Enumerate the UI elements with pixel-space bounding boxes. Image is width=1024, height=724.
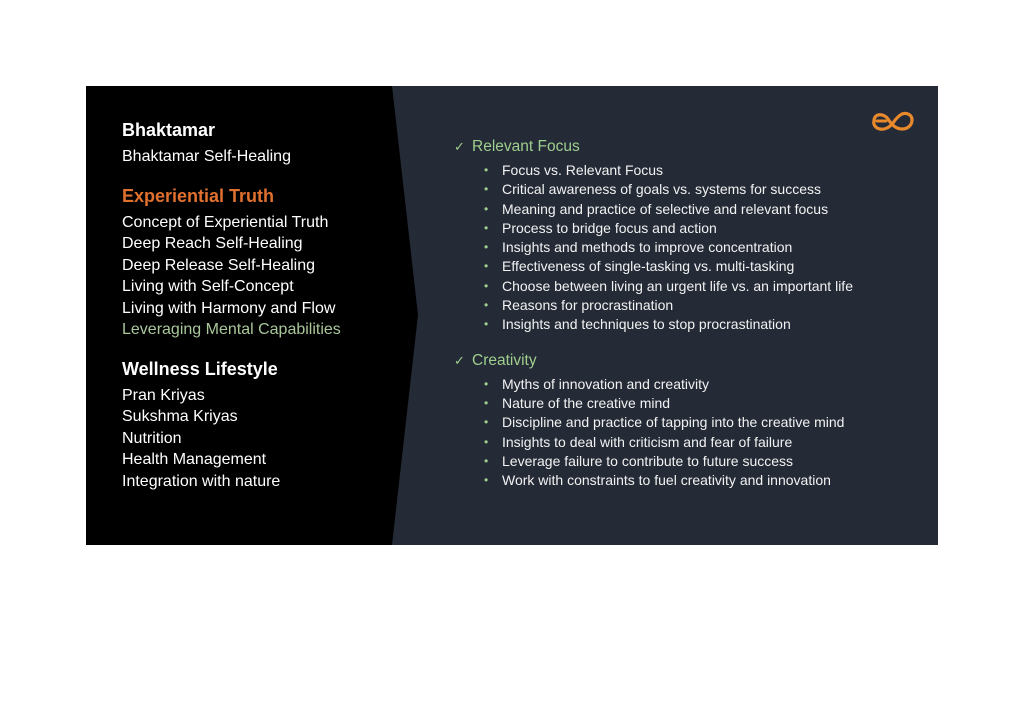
list-item-text: Reasons for procrastination (502, 297, 674, 314)
bullet-dot-icon: • (484, 395, 489, 410)
topic-title-text: Relevant Focus (472, 138, 580, 155)
slide (86, 86, 938, 545)
list-item-text: Myths of innovation and creativity (502, 375, 709, 392)
bullet-dot-icon: • (484, 453, 489, 468)
list-item (484, 375, 924, 394)
list-item (484, 277, 924, 296)
program-item: Health Management (122, 451, 267, 468)
list-item-text: Work with constraints to fuel creativity and innovation (502, 472, 831, 489)
program-item: Nutrition (122, 429, 182, 447)
bullet-dot-icon: • (484, 278, 489, 293)
list-item (484, 180, 924, 199)
program-item: Bhaktamar Self-Healing (122, 148, 291, 165)
right-column (454, 136, 924, 490)
list-item-text: Meaning and practice of selective and relevant focus (502, 200, 829, 217)
list-item (484, 161, 924, 180)
list-item (484, 219, 924, 238)
list-item (484, 200, 924, 219)
topic-title (454, 350, 924, 372)
list-item-text: Effectiveness of single-tasking vs. multi-tasking (502, 258, 795, 275)
section-title: Bhaktamar (122, 120, 216, 140)
section-gap (122, 168, 412, 184)
section-title: Experiential Truth (122, 185, 275, 206)
list-item-text: Insights to deal with criticism and fear of failure (502, 433, 793, 450)
list-item (484, 452, 924, 471)
bullet-dot-icon: • (484, 163, 489, 177)
bullet-dot-icon: • (484, 317, 489, 332)
program-item: Pran Kriyas (122, 386, 205, 404)
list-item-text: Process to bridge focus and action (502, 219, 717, 236)
program-item: Integration with nature (122, 472, 281, 490)
list-item (484, 238, 924, 257)
list-item-text: Choose between living an urgent life vs. an important life (502, 277, 853, 294)
program-item: Sukshma Kriyas (122, 408, 238, 425)
list-item (484, 257, 924, 276)
program-item: Living with Self-Concept (122, 278, 294, 295)
topic-title (454, 136, 924, 158)
bullet-dot-icon: • (484, 376, 489, 391)
list-item (484, 315, 924, 334)
program-item: Living with Harmony and Flow (122, 299, 336, 317)
bullet-dot-icon: • (484, 415, 489, 430)
bullet-dot-icon: • (484, 182, 489, 197)
bullet-dot-icon: • (484, 259, 489, 274)
list-item (484, 296, 924, 315)
bullet-dot-icon: • (484, 298, 489, 313)
bullet-list (454, 161, 924, 335)
program-item: Leveraging Mental Capabilities (122, 321, 341, 338)
list-item-text: Focus vs. Relevant Focus (502, 162, 664, 178)
list-item-text: Nature of the creative mind (502, 394, 671, 411)
check-icon: ✓ (454, 139, 465, 154)
list-item (484, 433, 924, 452)
list-item-text: Insights and methods to improve concentration (502, 239, 793, 256)
bullet-dot-icon: • (484, 434, 489, 449)
bullet-list (454, 375, 924, 491)
bullet-dot-icon: • (484, 240, 489, 255)
topic-title-text: Creativity (472, 351, 537, 369)
check-icon: ✓ (454, 352, 465, 368)
list-item (484, 471, 924, 490)
program-item: Deep Reach Self-Healing (122, 235, 303, 252)
list-item (484, 413, 924, 432)
list-item-text: Critical awareness of goals vs. systems for success (502, 181, 821, 198)
section-title: Wellness Lifestyle (122, 358, 278, 379)
section-gap (122, 341, 412, 357)
list-item-text: Insights and techniques to stop procrastination (502, 316, 791, 333)
bullet-dot-icon: • (484, 220, 489, 235)
bullet-dot-icon: • (484, 473, 489, 488)
left-column (122, 118, 412, 492)
infinity-logo (868, 108, 918, 134)
program-item: Deep Release Self-Healing (122, 256, 315, 274)
list-item (484, 394, 924, 413)
list-item-text: Leverage failure to contribute to future success (502, 452, 794, 469)
list-item-text: Discipline and practice of tapping into the creative mind (502, 414, 845, 431)
bullet-dot-icon: • (484, 201, 489, 216)
program-item: Concept of Experiential Truth (122, 213, 329, 231)
